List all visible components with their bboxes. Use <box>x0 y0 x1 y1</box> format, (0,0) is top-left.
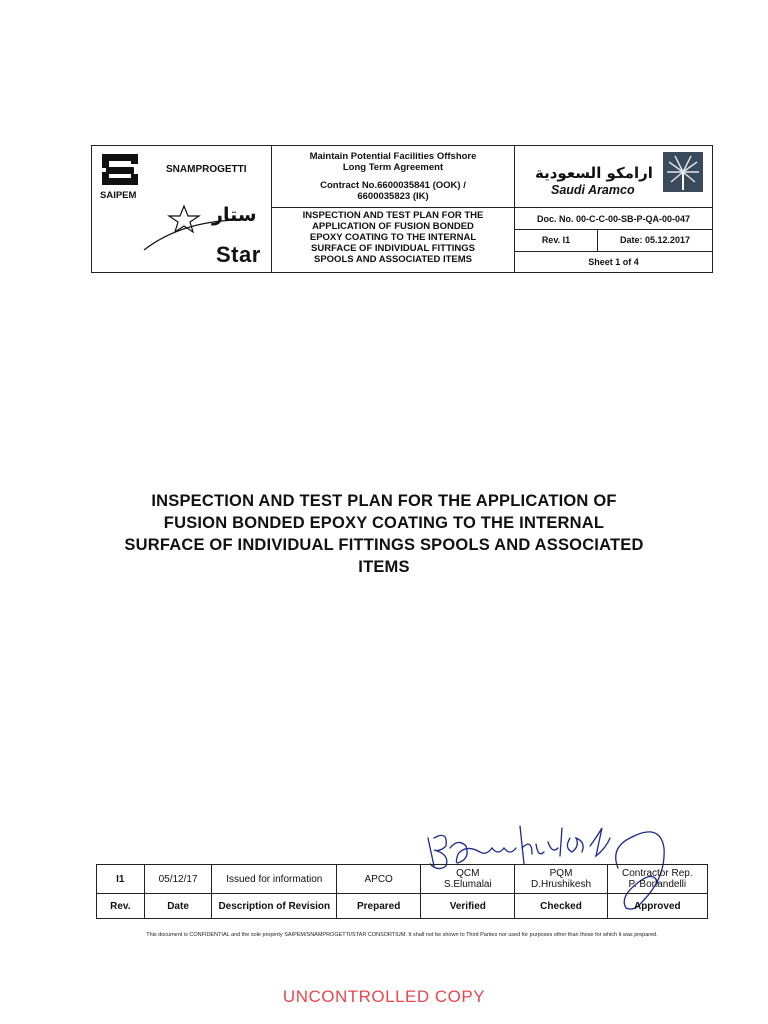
document-header <box>91 145 713 273</box>
document-main-title <box>84 490 684 578</box>
aramco-label: Saudi Aramco <box>551 183 635 197</box>
saipem-label: SAIPEM <box>100 190 137 201</box>
document-number-cell <box>515 208 712 230</box>
revision-date-cell <box>515 230 712 252</box>
verified-name: S.Elumalai <box>443 879 492 890</box>
uncontrolled-copy-stamp: UNCONTROLLED COPY <box>282 987 486 1006</box>
project-description <box>272 146 514 208</box>
approved-cell <box>607 865 707 894</box>
header-title-line2: APPLICATION OF FUSION BONDED <box>312 221 474 232</box>
verified-header: Verified <box>421 894 515 919</box>
checked-role: PQM <box>549 868 573 879</box>
approved-name: P. Borlandelli <box>628 879 687 890</box>
description-cell: Issued for information <box>212 865 337 894</box>
confidentiality-note: This document is CONFIDENTIAL and the sole property SAIPEM/SNAMPROGETTI/STAR CONSORTIUM. It shall not be shown to Third Parties nor used for purposes other than those for which it was prepared. <box>146 932 658 938</box>
table-header-row <box>97 894 708 919</box>
document-info <box>515 146 712 272</box>
main-title-line1: INSPECTION AND TEST PLAN FOR THE APPLICATION OF <box>151 492 617 510</box>
contract-line2: 6600035823 (IK) <box>357 191 429 202</box>
checked-header: Checked <box>515 894 607 919</box>
checked-name: D.Hrushikesh <box>531 879 592 890</box>
star-arabic-label: ستار <box>212 204 257 226</box>
table-row <box>97 865 708 894</box>
sheet-number: Sheet 1 of 4 <box>588 257 639 267</box>
project-line1: Maintain Potential Facilities Offshore <box>309 151 477 162</box>
revision-table <box>96 864 708 919</box>
header-title-line5: SPOOLS AND ASSOCIATED ITEMS <box>314 254 472 265</box>
approved-header: Approved <box>607 894 707 919</box>
aramco-palm-logo-icon <box>663 152 703 192</box>
header-document-title <box>272 208 514 272</box>
description-header: Description of Revision <box>212 894 337 919</box>
checked-cell <box>515 865 607 894</box>
rev-cell: I1 <box>97 865 145 894</box>
saipem-logo-icon <box>100 152 140 188</box>
verified-cell <box>421 865 515 894</box>
date-cell: 05/12/17 <box>144 865 212 894</box>
date-header: Date <box>144 894 212 919</box>
prepared-cell: APCO <box>337 865 421 894</box>
header-title-line1: INSPECTION AND TEST PLAN FOR THE <box>302 210 484 221</box>
header-title-line4: SURFACE OF INDIVIDUAL FITTINGS <box>311 243 475 254</box>
document-number: Doc. No. 00-C-C-00-SB-P-QA-00-047 <box>536 214 691 224</box>
main-title-line3: SURFACE OF INDIVIDUAL FITTINGS SPOOLS AND ASSOCIATED <box>124 536 644 554</box>
approved-role: Contractor Rep. <box>622 868 693 879</box>
client-logo-cell <box>515 146 712 208</box>
star-label: Star <box>216 242 261 267</box>
snamprogetti-label: SNAMPROGETTI <box>166 164 247 175</box>
contractor-logos <box>92 146 272 272</box>
header-title-line3: EPOXY COATING TO THE INTERNAL <box>309 232 477 243</box>
verified-role: QCM <box>456 868 480 879</box>
revision-number: Rev. I1 <box>515 230 598 251</box>
revision-date: Date: 05.12.2017 <box>619 235 691 245</box>
contract-line1: Contract No.6600035841 (OOK) / <box>320 180 466 191</box>
main-title-line2: FUSION BONDED EPOXY COATING TO THE INTERNAL <box>163 514 605 532</box>
aramco-arabic-label: ارامكو السعودية <box>535 164 653 182</box>
prepared-header: Prepared <box>337 894 421 919</box>
project-info <box>272 146 515 272</box>
project-line2: Long Term Agreement <box>342 162 444 173</box>
main-title-line4: ITEMS <box>358 558 410 576</box>
sheet-cell <box>515 252 712 272</box>
rev-header: Rev. <box>97 894 145 919</box>
